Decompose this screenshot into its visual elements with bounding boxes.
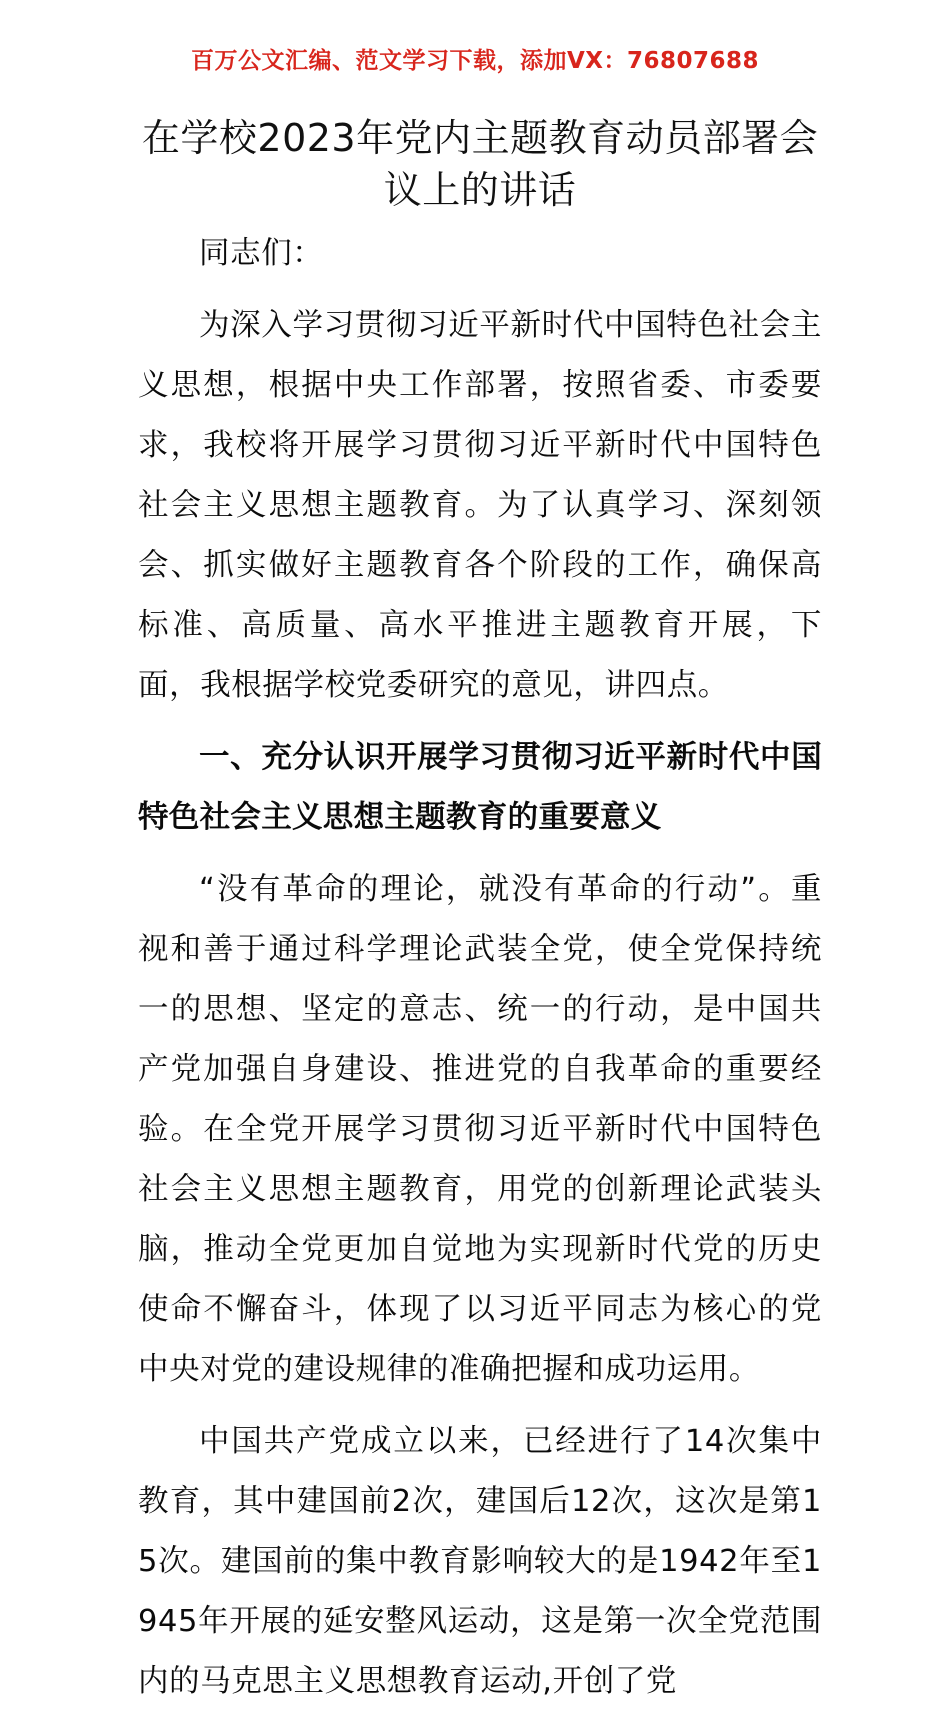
promo-banner [0, 46, 950, 76]
document-title: 在学校2023年党内主题教育动员部署会议上的讲话 [141, 116, 819, 212]
paragraph-theory: “没有革命的理论，就没有革命的行动”。重视和善于通过科学理论武装全党，使全党保持统一的思想、坚定的意志、统一的行动，是中国共产党加强自身建设、推进党的自我革命的重要经验。在全党开展学习贯彻习近平新时代中国特色社会主义思想主题教育，用党的创新理论武装头脑，推动全党更加自觉地为实现新时代党的历史使命不懈奋斗，体现了以习近平同志为核心的党中央对党的建设规律的准确把握和成功运用。 [138, 872, 822, 1387]
promo-banner-text: 百万公文汇编、范文学习下载，添加VX：76807688 [190, 48, 760, 74]
paragraph-opening: 为深入学习贯彻习近平新时代中国特色社会主义思想，根据中央工作部署，按照省委、市委要求，我校将开展学习贯彻习近平新时代中国特色社会主义思想主题教育。为了认真学习、深刻领会、抓实做好主题教育各个阶段的工作，确保高标准、高质量、高水平推进主题教育开展，下面，我根据学校党委研究的意见，讲四点。 [138, 308, 822, 703]
salutation: 同志们： [199, 236, 324, 271]
section-heading-one: 一、充分认识开展学习贯彻习近平新时代中国特色社会主义思想主题教育的重要意义 [138, 740, 822, 835]
paragraph-history: 中国共产党成立以来，已经进行了14次集中教育，其中建国前2次，建国后12次，这次是第15次。建国前的集中教育影响较大的是1942年至1945年开展的延安整风运动，这是第一次全党范围内的马克思主义思想教育运动,开创了党 [138, 1424, 822, 1699]
document-content [138, 112, 822, 1712]
